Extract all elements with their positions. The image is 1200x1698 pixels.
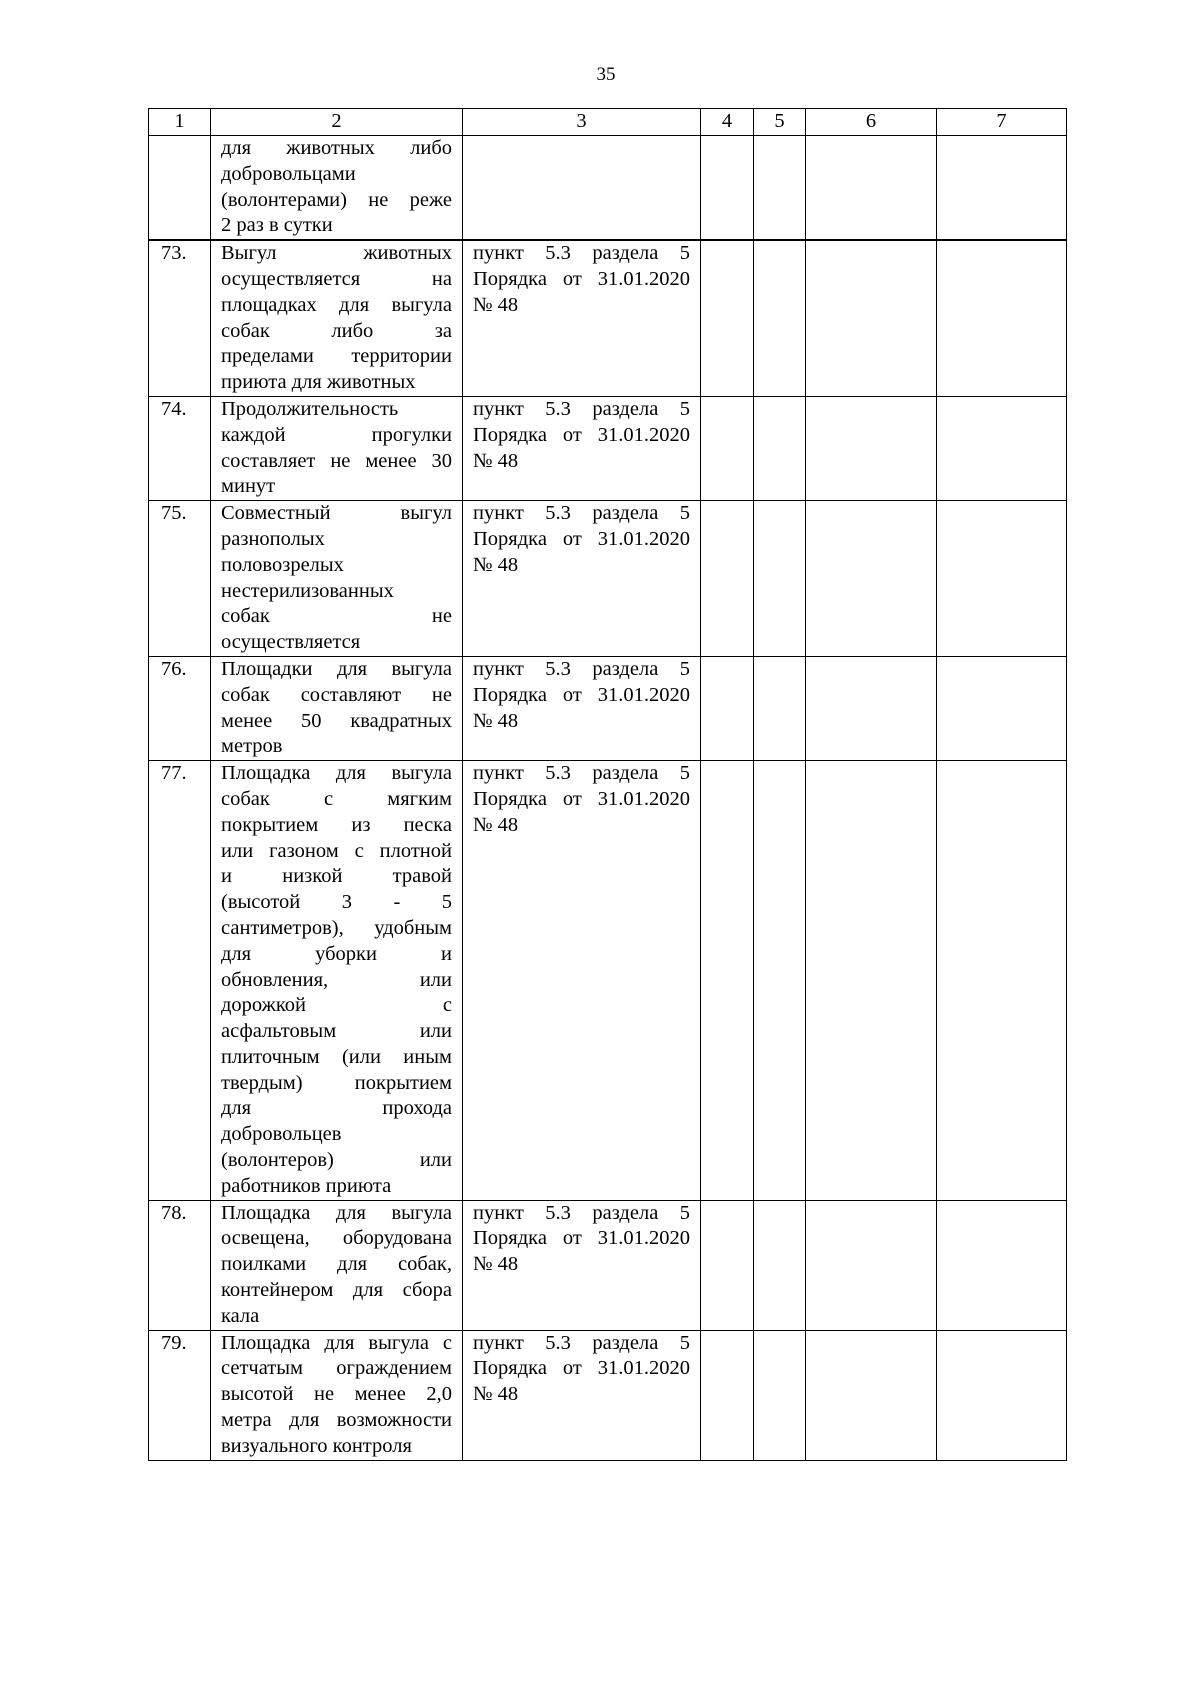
requirement-line: сантиметров), удобным <box>221 916 452 939</box>
requirement-line: высотой не менее 2,0 <box>221 1383 452 1406</box>
legal-reference-cell <box>463 136 701 241</box>
column-header: 7 <box>937 109 1067 136</box>
empty-cell-col-4 <box>701 1200 754 1330</box>
requirement-line: осуществляется на <box>221 267 452 290</box>
empty-cell-col-4 <box>701 761 754 1201</box>
row-number: 79. <box>149 1330 211 1460</box>
requirement-line: половозрелых <box>221 553 344 576</box>
requirement-line: Площадка для выгула <box>221 1201 452 1224</box>
empty-cell-col-6 <box>806 501 937 657</box>
requirement-line: Выгул животных <box>221 242 452 265</box>
legal-reference-line: пункт 5.3 раздела 5 <box>473 657 690 680</box>
column-header: 1 <box>149 109 211 136</box>
requirement-line: освещена, оборудована <box>221 1227 452 1250</box>
requirement-line: Площадки для выгула <box>221 657 452 680</box>
column-header: 4 <box>701 109 754 136</box>
requirement-cell <box>211 136 463 241</box>
column-header: 3 <box>463 109 701 136</box>
empty-cell-col-6 <box>806 1200 937 1330</box>
legal-reference-line: пункт 5.3 раздела 5 <box>473 1201 690 1224</box>
requirement-line: минут <box>221 475 276 498</box>
requirement-line: разнополых <box>221 527 325 550</box>
requirement-line: (волонтеров) или <box>221 1149 452 1172</box>
legal-reference-line: № 48 <box>473 813 519 836</box>
empty-cell-col-4 <box>701 501 754 657</box>
column-header: 6 <box>806 109 937 136</box>
legal-reference-cell <box>463 656 701 760</box>
legal-reference-line: Порядка от 31.01.2020 <box>473 527 690 550</box>
requirement-cell <box>211 761 463 1201</box>
requirement-line: Продолжительность <box>221 397 399 420</box>
requirement-cell <box>211 501 463 657</box>
legal-reference-line: Порядка от 31.01.2020 <box>473 1357 690 1380</box>
requirement-cell <box>211 240 463 396</box>
legal-reference-cell <box>463 1200 701 1330</box>
empty-cell-col-5 <box>754 240 806 396</box>
legal-reference-line: Порядка от 31.01.2020 <box>473 267 690 290</box>
row-number: 76. <box>149 656 211 760</box>
empty-cell-col-4 <box>701 240 754 396</box>
table-row <box>149 1330 1067 1460</box>
requirement-line: для животных либо <box>221 137 452 159</box>
requirement-cell <box>211 1330 463 1460</box>
requirement-line: дорожкой с <box>221 994 452 1017</box>
empty-cell-col-6 <box>806 240 937 396</box>
requirement-line: поилками для собак, <box>221 1253 452 1276</box>
empty-cell-col-6 <box>806 136 937 241</box>
requirement-line: сетчатым ограждением <box>221 1357 452 1380</box>
empty-cell-col-4 <box>701 1330 754 1460</box>
empty-cell-col-7 <box>937 761 1067 1201</box>
page-number: 35 <box>596 64 616 85</box>
legal-reference-line: Порядка от 31.01.2020 <box>473 423 690 446</box>
empty-cell-col-7 <box>937 136 1067 241</box>
requirement-line: (высотой 3 - 5 <box>221 891 452 914</box>
table-row <box>149 136 1067 241</box>
requirement-line: нестерилизованных <box>221 579 394 602</box>
requirement-cell <box>211 396 463 500</box>
requirement-line: собак составляют не <box>221 683 452 706</box>
requirement-line: Площадка для выгула <box>221 762 452 785</box>
table-row <box>149 396 1067 500</box>
row-number: 73. <box>149 240 211 396</box>
empty-cell-col-5 <box>754 1330 806 1460</box>
legal-reference-line: пункт 5.3 раздела 5 <box>473 762 690 785</box>
row-number: 78. <box>149 1200 211 1330</box>
requirement-cell <box>211 656 463 760</box>
requirement-line: визуального контроля <box>221 1434 412 1457</box>
requirement-line: собак либо за <box>221 319 452 342</box>
row-number: 77. <box>149 761 211 1201</box>
table-row <box>149 240 1067 396</box>
requirement-line: асфальтовым или <box>221 1020 452 1043</box>
requirement-line: работников приюта <box>221 1174 392 1197</box>
empty-cell-col-5 <box>754 761 806 1201</box>
requirement-line: для прохода <box>221 1097 452 1120</box>
requirement-line: приюта для животных <box>221 371 416 394</box>
legal-reference-cell <box>463 396 701 500</box>
requirement-line: метра для возможности <box>221 1409 452 1432</box>
requirement-line: добровольцев <box>221 1123 342 1146</box>
legal-reference-line: Порядка от 31.01.2020 <box>473 787 690 810</box>
table-row <box>149 1200 1067 1330</box>
requirement-line: или газоном с плотной <box>221 839 452 862</box>
requirement-line: покрытием из песка <box>221 813 452 836</box>
requirement-line: пределами территории <box>221 345 452 368</box>
empty-cell-col-4 <box>701 136 754 241</box>
legal-reference-line: № 48 <box>473 1383 519 1406</box>
empty-cell-col-5 <box>754 136 806 241</box>
requirement-line: Совместный выгул <box>221 502 452 525</box>
empty-cell-col-7 <box>937 501 1067 657</box>
legal-reference-cell <box>463 1330 701 1460</box>
column-header: 2 <box>211 109 463 136</box>
legal-reference-cell <box>463 761 701 1201</box>
requirement-line: площадках для выгула <box>221 293 452 316</box>
legal-reference-line: № 48 <box>473 449 519 472</box>
requirement-line: 2 раз в сутки <box>221 214 333 237</box>
table-header-row <box>149 109 1067 136</box>
requirement-line: составляет не менее 30 <box>221 449 452 472</box>
legal-reference-line: пункт 5.3 раздела 5 <box>473 502 690 525</box>
requirement-line: менее 50 квадратных <box>221 709 452 732</box>
legal-reference-line: Порядка от 31.01.2020 <box>473 1227 690 1250</box>
requirement-line: для уборки и <box>221 942 452 965</box>
requirements-table <box>148 108 1067 1461</box>
legal-reference-line: пункт 5.3 раздела 5 <box>473 397 690 420</box>
requirement-line: метров <box>221 735 283 758</box>
empty-cell-col-7 <box>937 656 1067 760</box>
requirement-cell <box>211 1200 463 1330</box>
requirement-line: контейнером для сбора <box>221 1279 452 1302</box>
requirement-line: твердым) покрытием <box>221 1071 452 1094</box>
requirement-line: обновления, или <box>221 968 452 991</box>
row-number: 74. <box>149 396 211 500</box>
requirement-line: плиточным (или иным <box>221 1045 452 1068</box>
table-row <box>149 501 1067 657</box>
empty-cell-col-7 <box>937 240 1067 396</box>
row-number: 75. <box>149 501 211 657</box>
empty-cell-col-4 <box>701 396 754 500</box>
empty-cell-col-5 <box>754 656 806 760</box>
empty-cell-col-4 <box>701 656 754 760</box>
requirement-line: кала <box>221 1304 260 1327</box>
legal-reference-line: пункт 5.3 раздела 5 <box>473 1331 690 1354</box>
legal-reference-line: № 48 <box>473 709 519 732</box>
legal-reference-line: № 48 <box>473 293 519 316</box>
column-header: 5 <box>754 109 806 136</box>
legal-reference-line: № 48 <box>473 1253 519 1276</box>
requirement-line: собак с мягким <box>221 787 452 810</box>
requirement-line: (волонтерами) не реже <box>221 188 452 211</box>
legal-reference-cell <box>463 501 701 657</box>
empty-cell-col-7 <box>937 396 1067 500</box>
table-row <box>149 761 1067 1201</box>
empty-cell-col-6 <box>806 656 937 760</box>
requirement-line: каждой прогулки <box>221 423 452 446</box>
requirement-line: и низкой травой <box>221 865 452 888</box>
legal-reference-cell <box>463 240 701 396</box>
requirement-line: добровольцами <box>221 162 356 185</box>
empty-cell-col-6 <box>806 1330 937 1460</box>
table-row <box>149 656 1067 760</box>
requirement-line: Площадка для выгула с <box>221 1331 452 1354</box>
empty-cell-col-5 <box>754 501 806 657</box>
empty-cell-col-6 <box>806 761 937 1201</box>
empty-cell-col-7 <box>937 1200 1067 1330</box>
empty-cell-col-5 <box>754 1200 806 1330</box>
empty-cell-col-6 <box>806 396 937 500</box>
requirement-line: осуществляется <box>221 631 361 654</box>
legal-reference-line: пункт 5.3 раздела 5 <box>473 242 690 265</box>
requirement-line: собак не <box>221 605 452 628</box>
legal-reference-line: Порядка от 31.01.2020 <box>473 683 690 706</box>
empty-cell-col-5 <box>754 396 806 500</box>
empty-cell-col-7 <box>937 1330 1067 1460</box>
legal-reference-line: № 48 <box>473 553 519 576</box>
row-number <box>149 136 211 241</box>
